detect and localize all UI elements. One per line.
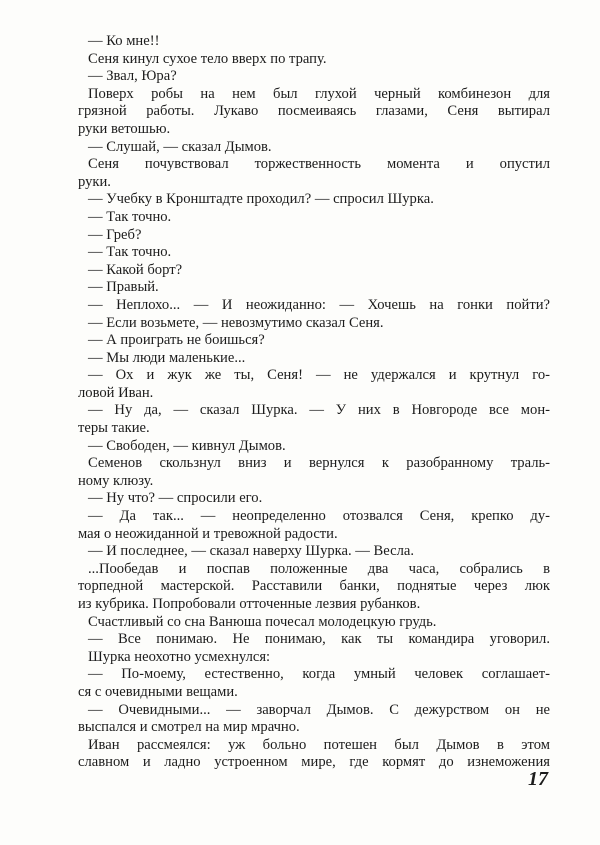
- text-line: — Правый.: [88, 279, 159, 296]
- text-line: — Ох и жук же ты, Сеня! — не удержался и крутнул го-: [88, 367, 550, 384]
- text-line: — И последнее, — сказал наверху Шурка. — Весла.: [88, 543, 415, 560]
- text-line: — Так точно.: [88, 208, 172, 225]
- text-line: — Свободен, — кивнул Дымов.: [88, 437, 286, 454]
- text-line: — Да так... — неопределенно отозвался Сеня, крепко ду-: [88, 508, 550, 525]
- text-line: Семенов скользнул вниз и вернулся к разобранному траль-: [88, 455, 550, 472]
- text-line: из кубрика. Попробовали отточенные лезвия рубанков.: [78, 596, 421, 612]
- text-line: грязной работы. Лукаво посмеиваясь глазами, Сеня вытирал: [78, 103, 550, 120]
- text-line: — Если возьмете, — невозмутимо сказал Сеня.: [88, 314, 384, 331]
- text-line: — Мы люди маленькие...: [88, 349, 246, 366]
- text-line: Иван рассмеялся: уж больно потешен был Дымов в этом: [88, 736, 550, 753]
- text-line: Счастливый со сна Ванюша почесал молодецкую грудь.: [88, 613, 437, 630]
- text-line: — Все понимаю. Не понимаю, как ты командира уговорил.: [88, 631, 550, 648]
- text-line: торпедной мастерской. Расставили банки, поднятые через люк: [78, 578, 550, 595]
- text-line: — Слушай, — сказал Дымов.: [88, 138, 272, 155]
- text-line: Сеня кинул сухое тело вверх по трапу.: [88, 50, 327, 67]
- text-line: — Ко мне!!: [88, 33, 160, 49]
- text-line: ловой Иван.: [78, 384, 154, 401]
- page-number: 17: [528, 768, 548, 790]
- text-line: — А проиграть не боишься?: [88, 332, 265, 349]
- text-line: Сеня почувствовал торжественность момента и опустил: [88, 156, 550, 173]
- text-line: славном и ладно устроенном мире, где кормят до изнеможения: [78, 754, 550, 771]
- text-line: — Учебку в Кронштадте проходил? — спросил Шурка.: [88, 191, 434, 208]
- text-line: — По-моему, естественно, когда умный человек соглашает-: [88, 666, 550, 683]
- text-line: — Неплохо... — И неожиданно: — Хочешь на гонки пойти?: [88, 296, 550, 313]
- text-line: ся с очевидными вещами.: [78, 683, 238, 700]
- text-line: — Так точно.: [88, 244, 172, 261]
- text-line: руки.: [78, 173, 111, 190]
- text-line: — Какой борт?: [88, 261, 183, 278]
- text-line: — Ну да, — сказал Шурка. — У них в Новгороде все мон-: [88, 402, 550, 419]
- body-text: [78, 33, 550, 772]
- text-line: — Очевидными... — заворчал Дымов. С дежурством он не: [88, 701, 550, 718]
- text-line: — Греб?: [88, 226, 142, 243]
- text-line: теры такие.: [78, 420, 150, 437]
- text-line: Шурка неохотно усмехнулся:: [88, 648, 271, 665]
- text-line: — Ну что? — спросили его.: [88, 490, 263, 507]
- text-line: ...Пообедав и поспав положенные два часа, собрались в: [88, 560, 550, 577]
- text-line: ному клюзу.: [78, 472, 154, 489]
- text-line: руки ветошью.: [78, 120, 171, 137]
- text-line: мая о неожиданной и тревожной радости.: [78, 525, 338, 542]
- text-line: — Звал, Юра?: [88, 68, 177, 85]
- text-line: Поверх робы на нем был глухой черный комбинезон для: [88, 85, 550, 102]
- text-line: выспался и смотрел на мир мрачно.: [78, 719, 300, 736]
